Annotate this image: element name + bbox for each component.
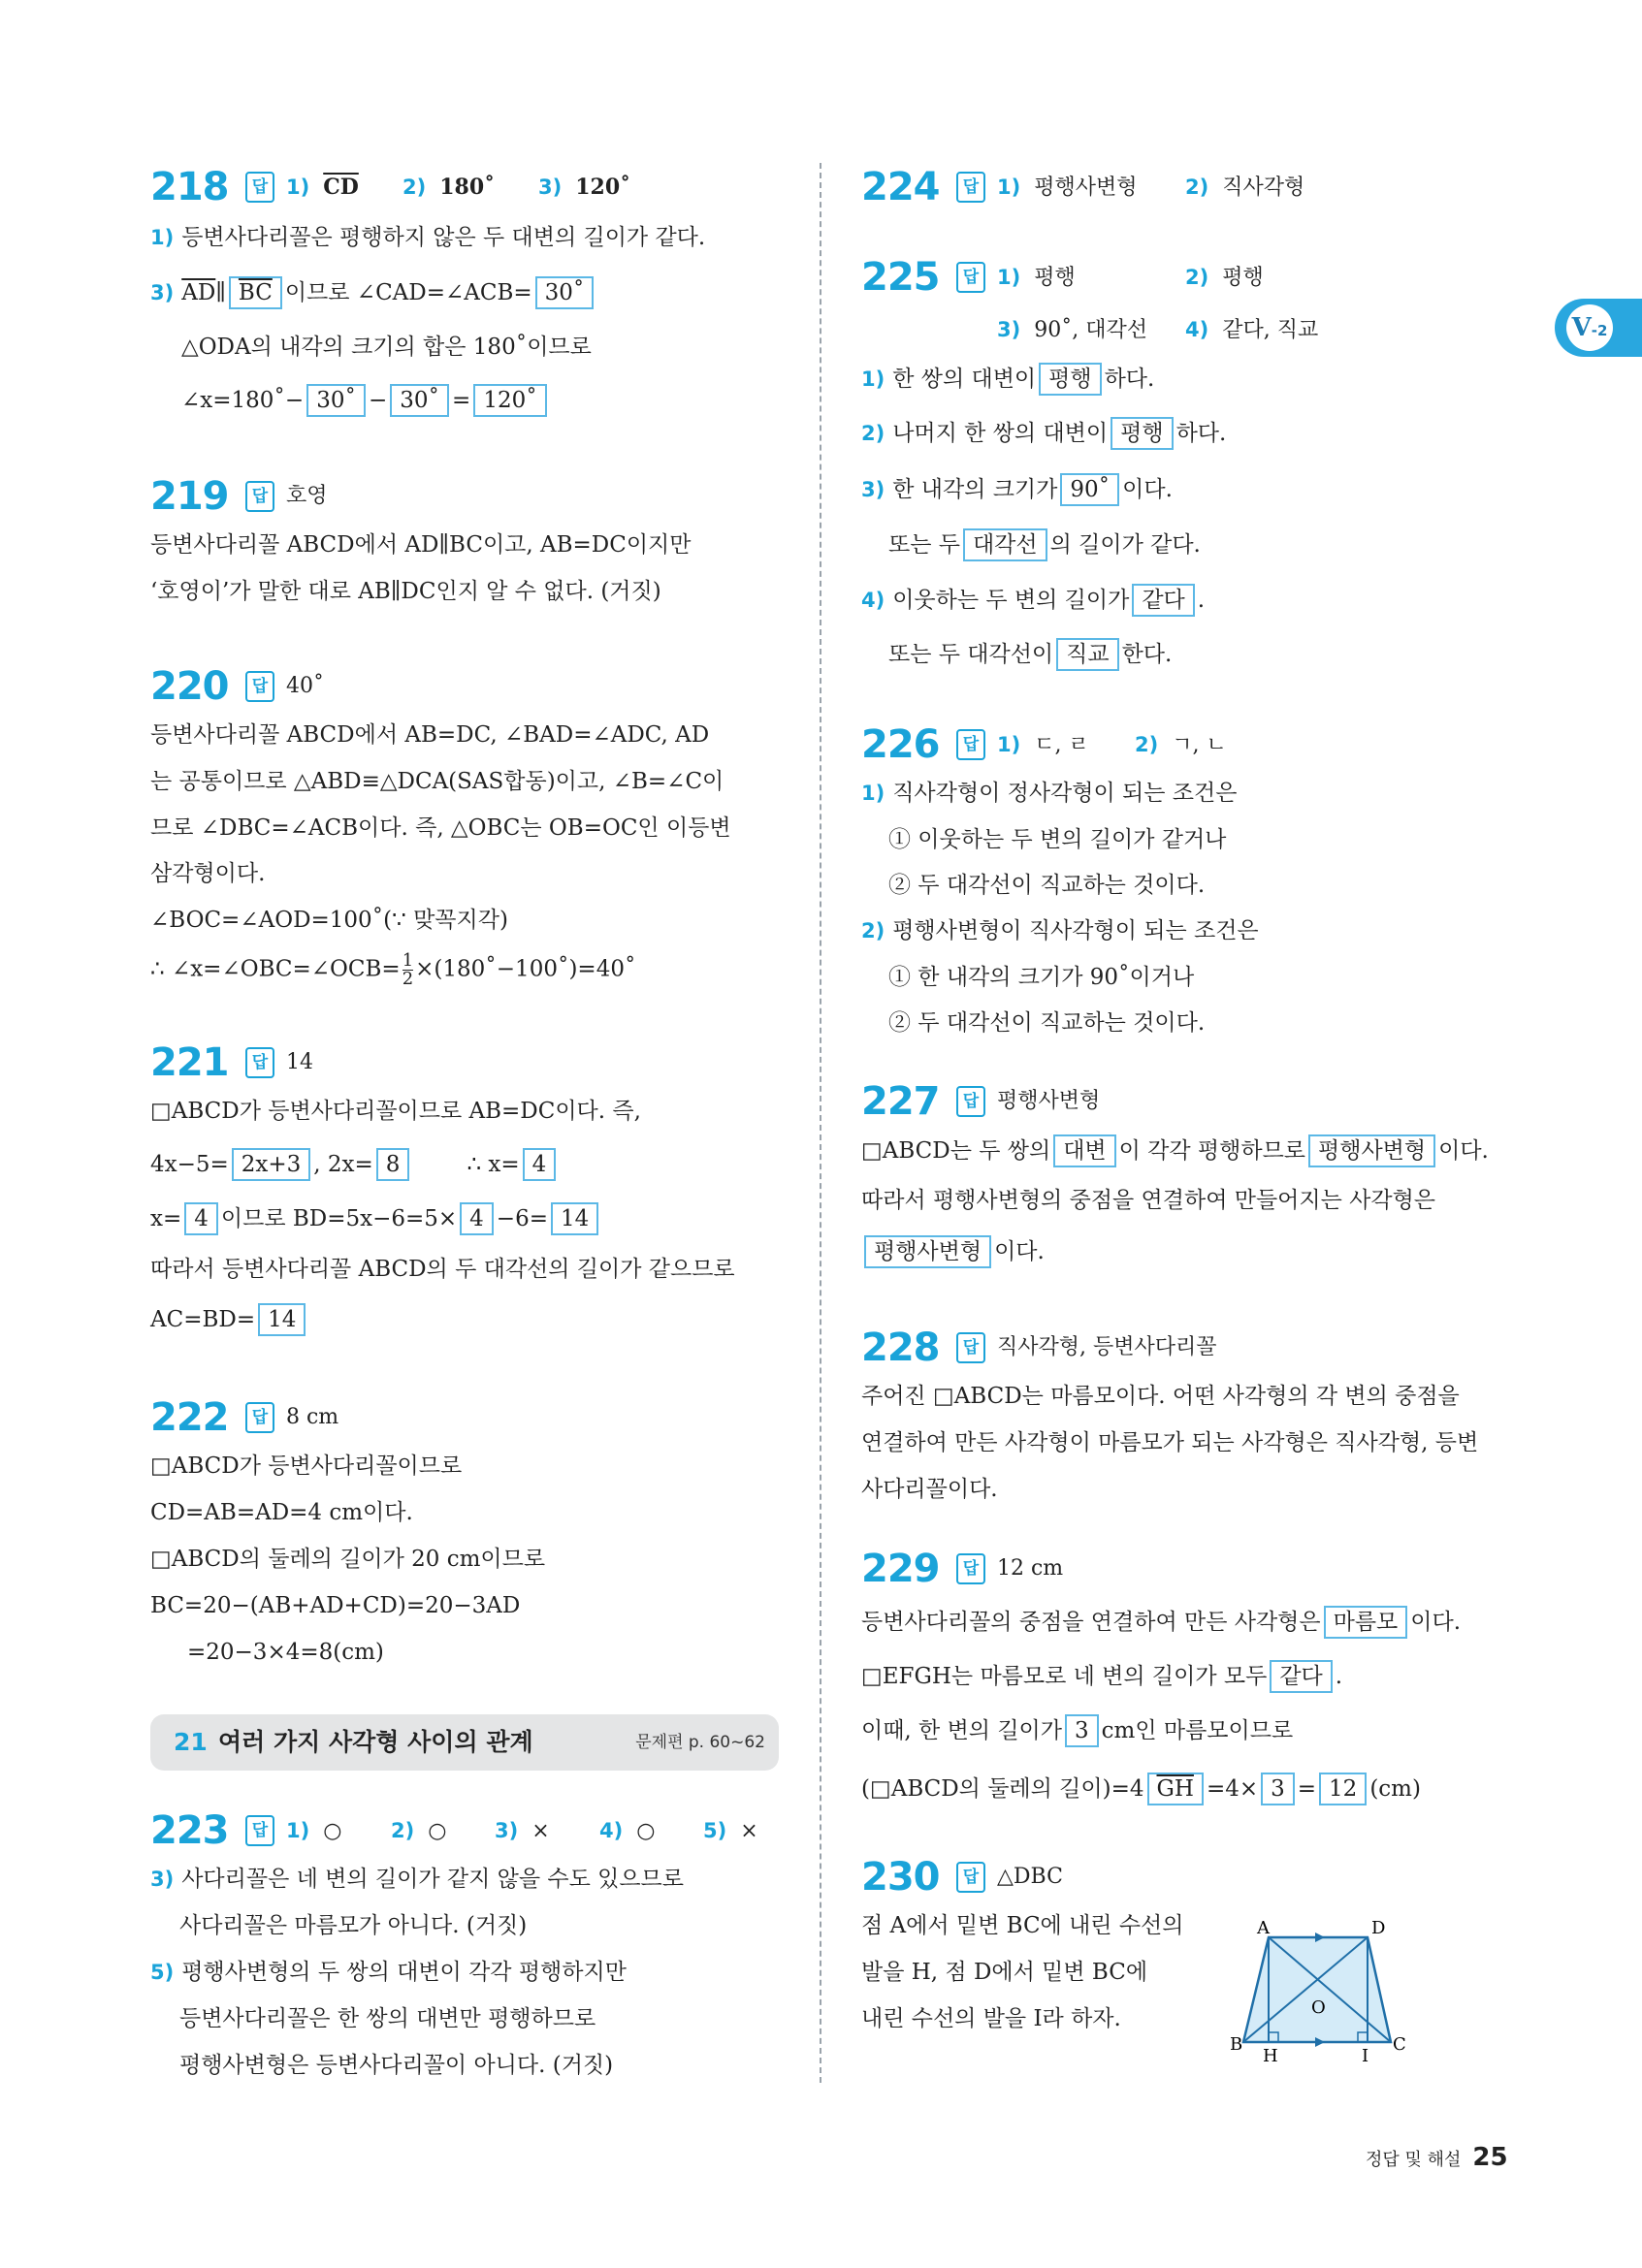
label-d: D [1371,1918,1386,1938]
solution-line: 므로 ∠DBC=∠ACB이다. 즉, △OBC는 OB=OC인 이등변 [150,815,731,841]
solution-line: 등변사다리꼴 ABCD에서 AB=DC, ∠BAD=∠ADC, AD [150,722,710,748]
problem-222: 222 답 8 cm □ABCD가 등변사다리꼴이므로 CD=AB=AD=4 cm이다. □ABCD의 둘레의 길이가 20 cm이므로 BC=20−(AB+AD+CD)=20−3AD =20−3×4=8(cm) [150,1390,781,1445]
answer-badge: 답 [245,1402,274,1433]
answer-badge: 답 [956,262,985,293]
solution-line: ① 이웃하는 두 변의 길이가 같거나 [888,827,1227,852]
solution-line: 평행사변형 이다. [861,1235,1045,1268]
label-c: C [1393,2034,1406,2055]
column-divider [820,163,821,2083]
solution-line: 내린 수선의 발을 I라 하자. [861,2006,1121,2031]
problem-number: 230 [861,1855,940,1900]
page-footer [1366,2143,1508,2172]
problem-number: 223 [150,1808,229,1853]
solution-line: 주어진 □ABCD는 마름모이다. 어떤 사각형의 각 변의 중점을 [861,1384,1460,1409]
solution-line: □ABCD가 등변사다리꼴이므로 [150,1453,463,1479]
solution-line: =20−3×4=8(cm) [187,1640,384,1665]
problem-number: 220 [150,664,229,709]
solution-line: □ABCD가 등변사다리꼴이므로 AB=DC이다. 즉, [150,1099,641,1124]
solution-line: ① 한 내각의 크기가 90˚이거나 [888,965,1195,990]
solution-line: ∠x=180˚− 30˚ − 30˚ = 120˚ [181,384,550,417]
chapter-tab-label: V-2 [1566,304,1613,351]
solution-line: □ABCD는 두 쌍의 대변 이 각각 평행하므로 평행사변형 이다. [861,1134,1489,1167]
solution-line: 4x−5= 2x+3 , 2x= 8 ∴ x= 4 [150,1148,559,1181]
problem-229: 229 답 12 cm 등변사다리꼴의 중점을 연결하여 만든 사각형은 마름모 이다. □EFGH는 마름모로 네 변의 길이가 모두 같다 . 이때, 한 변의 길이가 3 cm인 마름모이므로 (□ABCD의 둘레의 길이)=4 $\overline{GH} =4\times 3 = 12$ (cm) [861,1542,1501,1596]
label-i: I [1362,2046,1369,2066]
solution-line: □ABCD의 둘레의 길이가 20 cm이므로 [150,1547,546,1572]
solution-line: 사다리꼴이다. [861,1477,998,1502]
answer-badge: 답 [956,1553,985,1584]
solution-line: 이때, 한 변의 길이가 3 cm인 마름모이므로 [861,1714,1293,1747]
problem-227: 227 답 평행사변형 □ABCD는 두 쌍의 대변 이 각각 평행하므로 평행사변형 이다. 따라서 평행사변형의 중점을 연결하여 만들어지는 사각형은 평행사변형 이다. [861,1074,1501,1129]
solution-line: 따라서 등변사다리꼴 ABCD의 두 대각선의 길이가 같으므로 [150,1257,735,1282]
label-h: H [1263,2046,1278,2066]
problem-221: 221 답 14 □ABCD가 등변사다리꼴이므로 AB=DC이다. 즉, 4x−5= 2x+3 , 2x= 8 ∴ x= 4 x= 4 이므로 BD=5x−6=5× 4 −6= 14 따라서 등변사다리꼴 ABCD의 두 대각선의 길이가 같으므로 AC=BD= 14 [150,1036,781,1090]
problem-number: 221 [150,1040,229,1085]
problem-number: 229 [861,1547,940,1591]
problem-226: 226 답 1) ㄷ, ㄹ 2) ㄱ, ㄴ 1) 직사각형이 정사각형이 되는 조건은 ① 이웃하는 두 변의 길이가 같거나 ② 두 대각선이 직교하는 것이다. 2) 평행사변형이 직사각형이 되는 조건은 ① 한 내각의 크기가 90˚이거나 ② 두 대각선이 직교하는 것이다. [861,718,1501,772]
problem-number: 222 [150,1395,229,1440]
problem-228: 228 답 직사각형, 등변사다리꼴 주어진 □ABCD는 마름모이다. 어떤 사각형의 각 변의 중점을 연결하여 만든 사각형이 마름모가 되는 사각형은 직사각형, 등변 사다리꼴이다. [861,1321,1501,1375]
solution-line: 따라서 평행사변형의 중점을 연결하여 만들어지는 사각형은 [861,1188,1436,1213]
solution-line: 1) 등변사다리꼴은 평행하지 않은 두 대변의 길이가 같다. [150,225,706,250]
problem-219: 219 답 호영 등변사다리꼴 ABCD에서 AD∥BC이고, AB=DC이지만 ‘호영이’가 말한 대로 AB∥DC인지 알 수 없다. (거짓) [150,469,781,524]
answer-badge: 답 [956,729,985,760]
trapezoid-figure [1230,1918,1406,2066]
solution-line: 등변사다리꼴 ABCD에서 AD∥BC이고, AB=DC이지만 [150,532,692,558]
solution-line: 또는 두 대각선이 직교 한다. [888,638,1172,671]
label-b: B [1230,2034,1243,2055]
answer-badge: 답 [956,1862,985,1893]
solution-line: ∠BOC=∠AOD=100˚(∵ 맞꼭지각) [150,908,508,933]
problem-220: 220 답 40˚ 등변사다리꼴 ABCD에서 AB=DC, ∠BAD=∠ADC, AD 는 공통이므로 △ABD≡△DCA(SAS합동)이고, ∠B=∠C이 므로 ∠DBC=∠ACB이다. 즉, △OBC는 OB=OC인 이등변 삼각형이다. ∠BOC=∠AOD=100˚(∵ 맞꼭지각) ∴ ∠x=∠OBC=∠OCB= $\frac{1}{2}$ ×(180˚−100˚)=40˚ [150,659,781,714]
answer-badge: 답 [245,671,274,702]
solution-line: 사다리꼴은 마름모가 아니다. (거짓) [179,1913,528,1938]
solution-line: BC=20−(AB+AD+CD)=20−3AD [150,1593,521,1618]
solution-line: 1) 직사각형이 정사각형이 되는 조건은 [861,781,1238,806]
solution-line: 발을 H, 점 D에서 밑변 BC에 [861,1960,1148,1985]
problem-number: 225 [861,255,940,300]
problem-218: 218 답 1) $\overline{CD}$ 2) 180˚ 3) 120˚ 1) 등변사다리꼴은 평행하지 않은 두 대변의 길이가 같다. 3) $\overline{AD}\parallel$ $\overline{BC}$ 이므로 ∠CAD=∠ACB= 30˚ △ODA의 내각의 크기의 합은 180˚이므로 ∠x=180˚− 30˚ − 30˚ = 120˚ [150,160,781,214]
solution-line: x= 4 이므로 BD=5x−6=5× 4 −6= 14 [150,1202,601,1235]
solution-line: 점 A에서 밑변 BC에 내린 수선의 [861,1913,1184,1938]
trapezoid-shape [1243,1937,1391,2042]
problem-number: 224 [861,165,940,209]
solution-line: ‘호영이’가 말한 대로 AB∥DC인지 알 수 없다. (거짓) [150,579,661,604]
solution-line: ② 두 대각선이 직교하는 것이다. [888,873,1206,898]
solution-line: 1) 한 쌍의 대변이 평행 하다. [861,363,1154,396]
answer-badge: 답 [956,1332,985,1363]
solution-line: CD=AB=AD=4 cm이다. [150,1500,413,1525]
problem-224: 224 답 1) 평행사변형 2) 직사각형 [861,160,1501,214]
answer-badge: 답 [245,172,274,203]
problem-number: 218 [150,165,229,209]
label-a: A [1257,1918,1270,1938]
chapter-tab [1555,299,1642,357]
section-heading: 21 여러 가지 사각형 사이의 관계 문제편 p. 60~62 [150,1714,779,1771]
problem-number: 226 [861,722,940,767]
solution-line: 2) 나머지 한 쌍의 대변이 평행 하다. [861,417,1226,450]
problem-number: 228 [861,1326,940,1370]
solution-line: □EFGH는 마름모로 네 변의 길이가 모두 같다 . [861,1660,1342,1693]
solution-line: 3) 한 내각의 크기가 90˚ 이다. [861,473,1173,506]
page-number: 25 [1472,2143,1508,2172]
answer-badge: 답 [956,1086,985,1117]
solution-line: 등변사다리꼴의 중점을 연결하여 만든 사각형은 마름모 이다. [861,1606,1461,1639]
solution-line: 는 공통이므로 △ABD≡△DCA(SAS합동)이고, ∠B=∠C이 [150,769,724,794]
solution-line: 5) 평행사변형의 두 쌍의 대변이 각각 평행하지만 [150,1960,627,1985]
answer-badge: 답 [245,1815,274,1846]
problem-number: 219 [150,474,229,519]
solution-line: 4) 이웃하는 두 변의 길이가 같다 . [861,584,1205,617]
solution-line: 연결하여 만든 사각형이 마름모가 되는 사각형은 직사각형, 등변 [861,1430,1479,1455]
solution-line: 삼각형이다. [150,861,266,886]
label-o: O [1311,1997,1326,2018]
problem-223: 223 답 1) ○ 2) ○ 3) × 4) ○ 5) × 3) 사다리꼴은 네 변의 길이가 같지 않을 수도 있으므로 사다리꼴은 마름모가 아니다. (거짓) 5) 평행사변형의 두 쌍의 대변이 각각 평행하지만 등변사다리꼴은 한 쌍의 대변만 평행하므로 평행사변형은 등변사다리꼴이 아니다. (거짓) [150,1804,781,1858]
solution-line: 등변사다리꼴은 한 쌍의 대변만 평행하므로 [179,2006,596,2031]
solution-line: 2) 평행사변형이 직사각형이 되는 조건은 [861,918,1259,943]
answer-badge: 답 [956,172,985,203]
problem-number: 227 [861,1079,940,1124]
solution-line: △ODA의 내각의 크기의 합은 180˚이므로 [181,335,592,360]
footer-label: 정답 및 해설 [1366,2150,1462,2170]
solution-line: 3) $\overline{AD}\parallel$ $\overline{BC}$ 이므로 ∠CAD=∠ACB= 30˚ [150,276,596,309]
solution-line: ∴ ∠x=∠OBC=∠OCB= $\frac{1}{2}$ ×(180˚−100˚)=40˚ [150,950,636,989]
solution-line: 3) 사다리꼴은 네 변의 길이가 같지 않을 수도 있으므로 [150,1867,684,1892]
problem-225: 225 답 1) 평행 2) 평행 3) 90˚, 대각선 4) 같다, 직교 1) 한 쌍의 대변이 평행 하다. 2) 나머지 한 쌍의 대변이 평행 하다. 3) 한 내각의 크기가 90˚ 이다. 또는 두 대각선 의 길이가 같다. 4) 이웃하는 두 변의 길이가 같다 . 또는 두 대각선이 직교 한다. [861,250,1501,304]
solution-line: 또는 두 대각선 의 길이가 같다. [888,528,1201,561]
answer-badge: 답 [245,481,274,512]
answer-badge: 답 [245,1047,274,1078]
problem-230: 230 답 △DBC 점 A에서 밑변 BC에 내린 수선의 발을 H, 점 D에서 밑변 BC에 내린 수선의 발을 I라 하자. A D B C H I O [861,1850,1501,1904]
solution-line: ② 두 대각선이 직교하는 것이다. [888,1010,1206,1036]
solution-line: (□ABCD의 둘레의 길이)=4 $\overline{GH} =4\times 3 = 12$ (cm) [861,1773,1421,1805]
solution-line: 평행사변형은 등변사다리꼴이 아니다. (거짓) [179,2053,614,2078]
solution-line: AC=BD= 14 [150,1303,308,1336]
